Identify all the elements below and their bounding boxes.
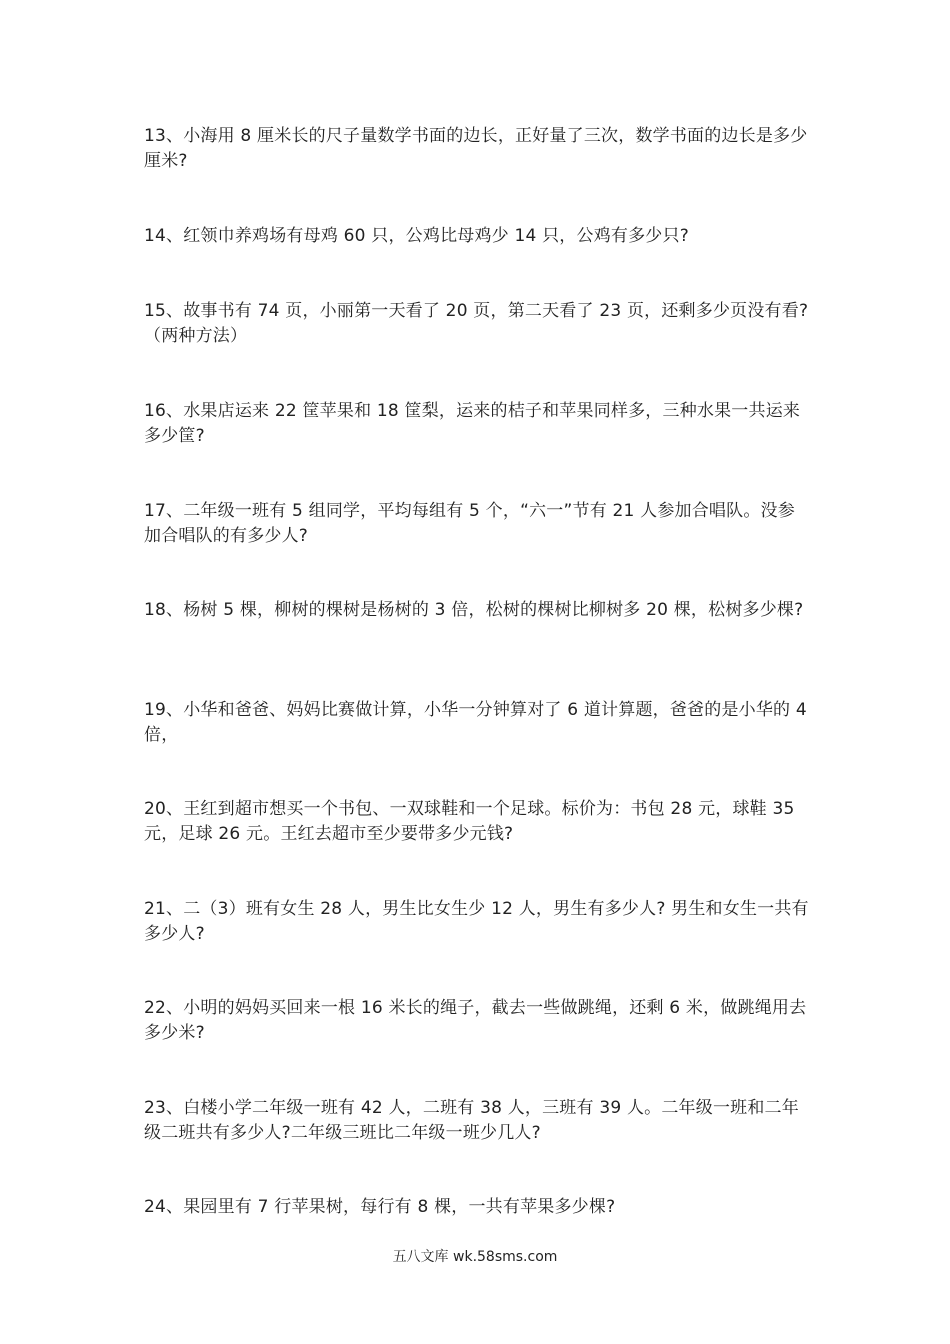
question-19: 19、小华和爸爸、妈妈比赛做计算，小华一分钟算对了 6 道计算题，爸爸的是小华的 4 倍， bbox=[144, 700, 807, 745]
question-14: 14、红领巾养鸡场有母鸡 60 只，公鸡比母鸡少 14 只，公鸡有多少只? bbox=[144, 226, 689, 246]
question-16: 16、水果店运来 22 筐苹果和 18 筐梨，运来的桔子和苹果同样多，三种水果一共运来多少筐? bbox=[144, 401, 801, 446]
footer-watermark: 五八文库 wk.58sms.com bbox=[392, 1249, 558, 1265]
question-20: 20、王红到超市想买一个书包、一双球鞋和一个足球。标价为：书包 28 元，球鞋 35 元，足球 26 元。王红去超市至少要带多少元钱? bbox=[144, 799, 795, 844]
question-17: 17、二年级一班有 5 组同学，平均每组有 5 个，“六一”节有 21 人参加合唱队。没参加合唱队的有多少人? bbox=[144, 501, 795, 546]
question-15: 15、故事书有 74 页，小丽第一天看了 20 页，第二天看了 23 页，还剩多少页没有看? （两种方法） bbox=[144, 301, 809, 346]
question-22: 22、小明的妈妈买回来一根 16 米长的绳子，截去一些做跳绳，还剩 6 米，做跳绳用去多少米? bbox=[144, 998, 807, 1043]
question-21: 21、二（3）班有女生 28 人，男生比女生少 12 人，男生有多少人? 男生和女生一共有多少人? bbox=[144, 899, 809, 944]
question-13: 13、小海用 8 厘米长的尺子量数学书面的边长，正好量了三次，数学书面的边长是多少厘米? bbox=[144, 126, 808, 171]
question-18: 18、杨树 5 棵，柳树的棵树是杨树的 3 倍，松树的棵树比柳树多 20 棵，松树多少棵? bbox=[144, 600, 804, 620]
question-23: 23、白楼小学二年级一班有 42 人，二班有 38 人，三班有 39 人。二年级一班和二年级二班共有多少人?二年级三班比二年级一班少几人? bbox=[144, 1098, 799, 1143]
question-24: 24、果园里有 7 行苹果树，每行有 8 棵，一共有苹果多少棵? bbox=[144, 1197, 616, 1217]
